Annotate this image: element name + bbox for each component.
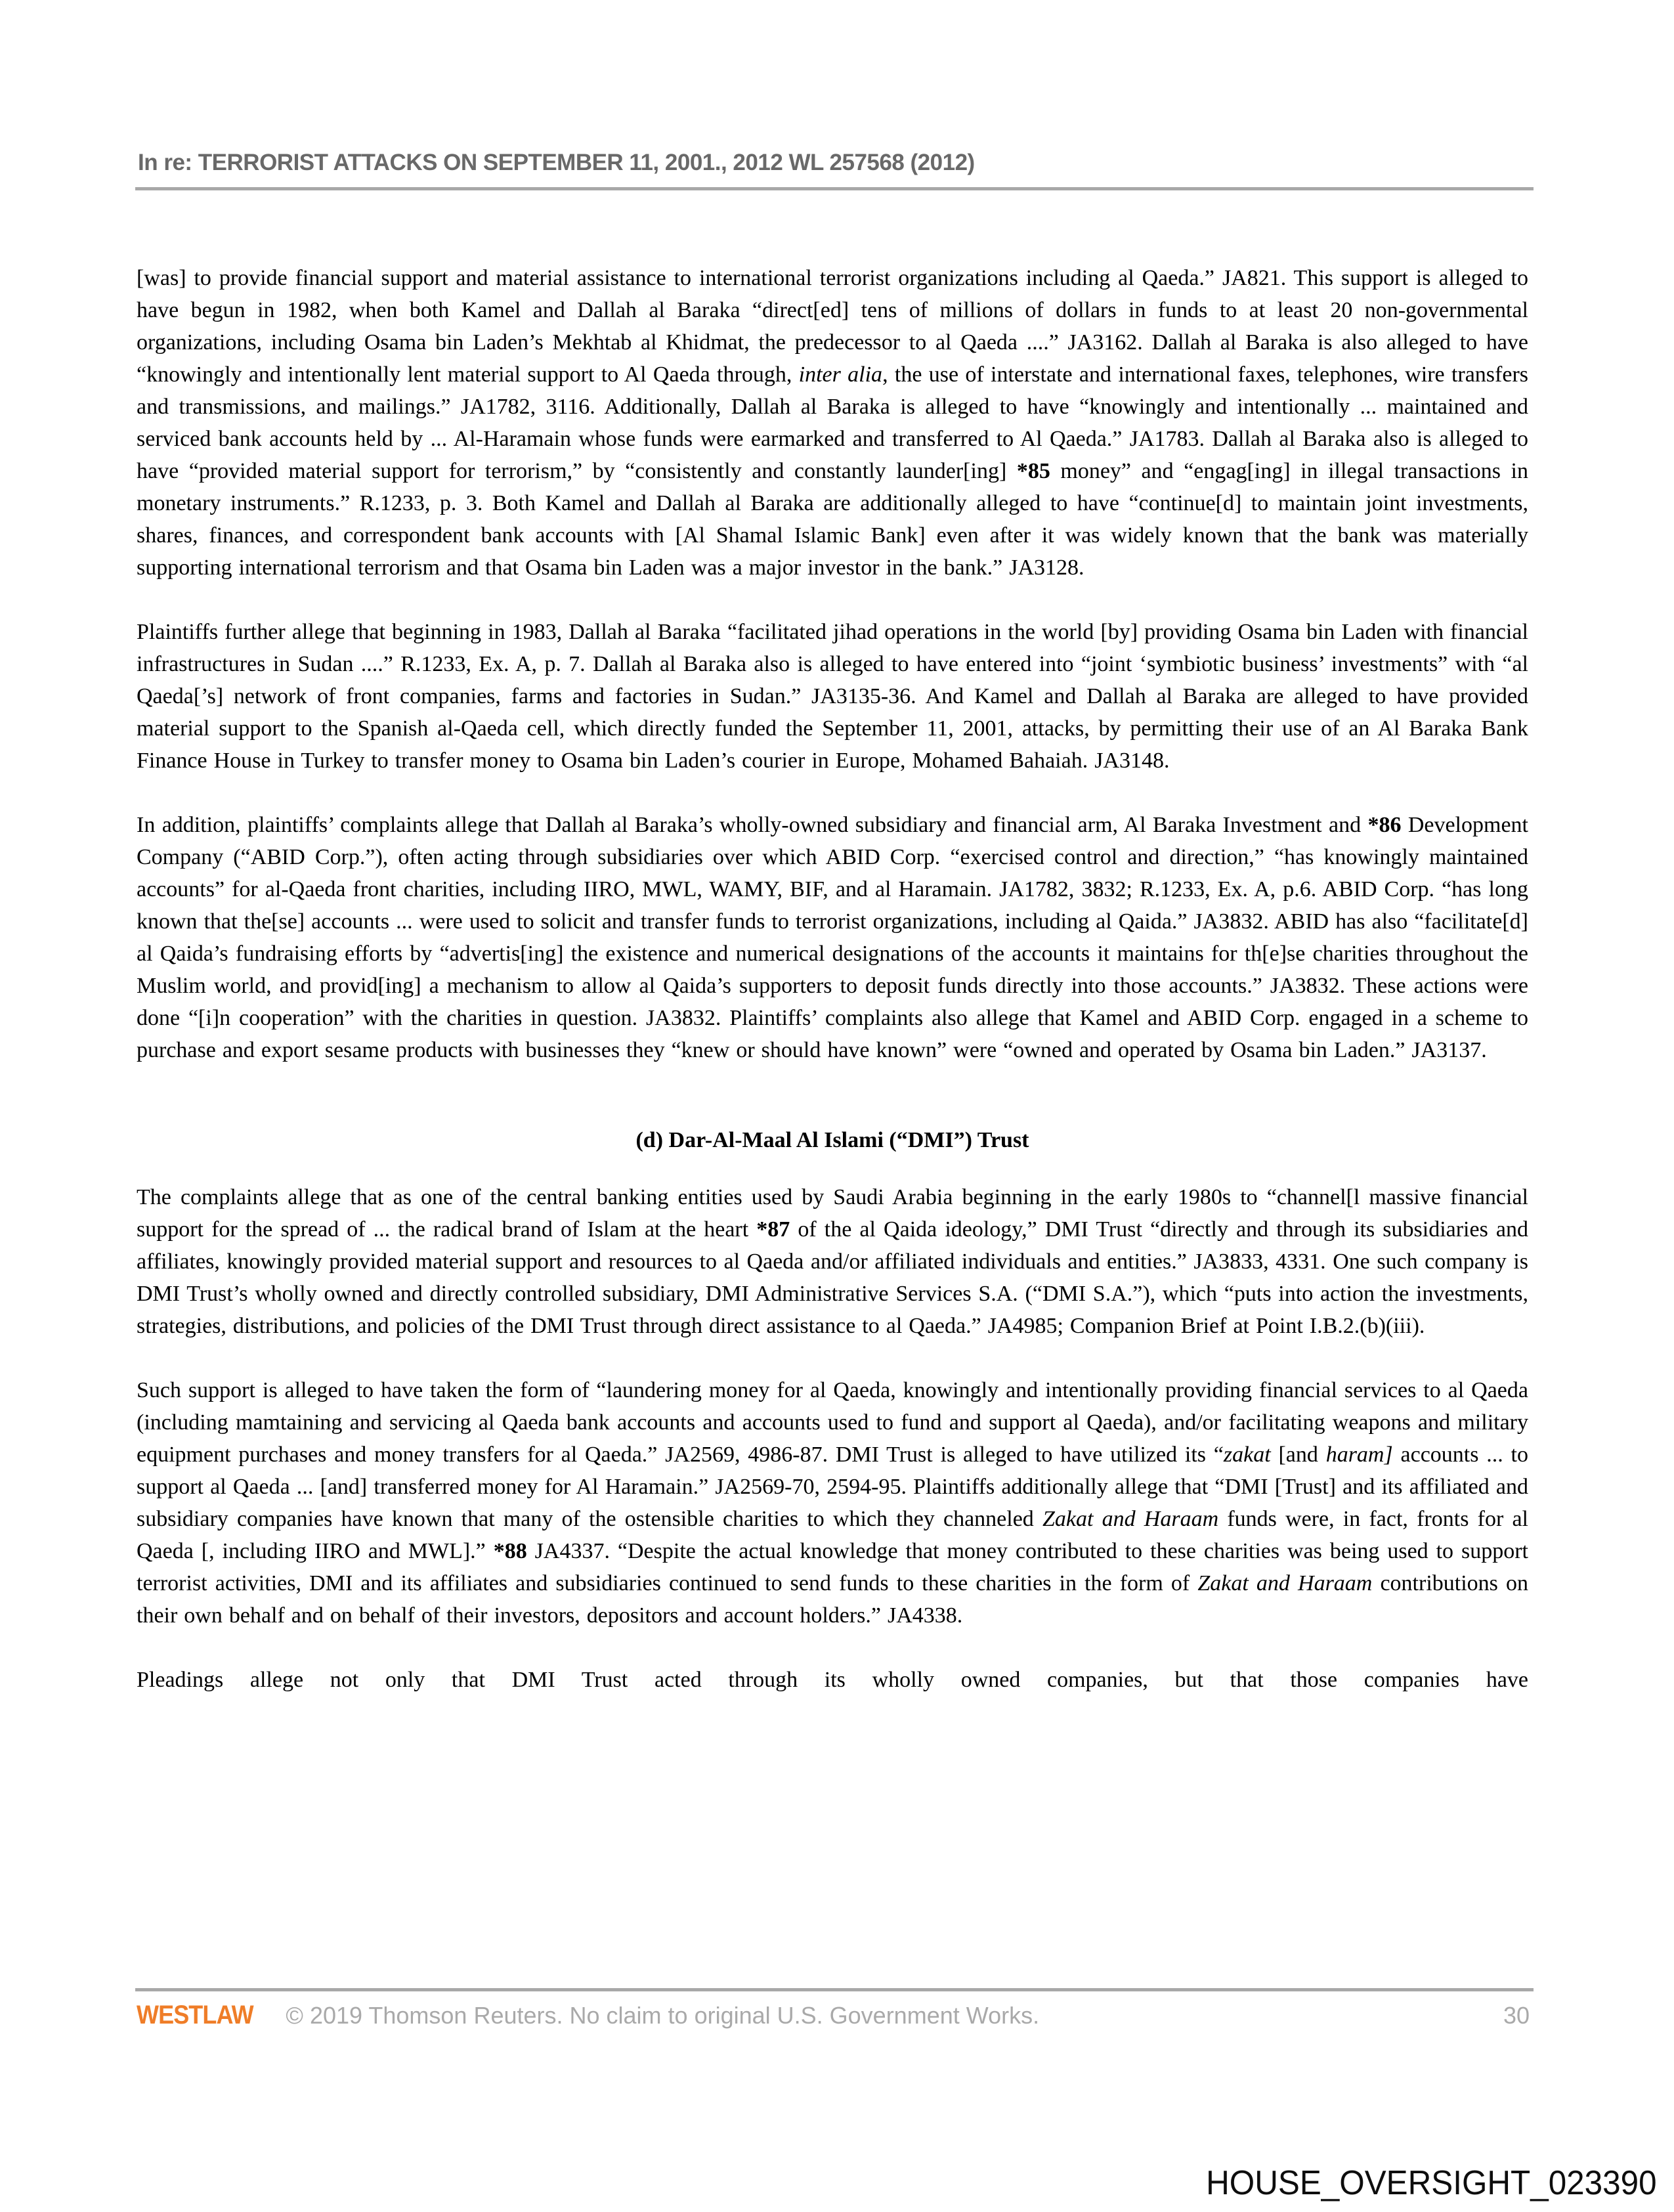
text-run: In addition, plaintiffs’ complaints allege that Dallah al Baraka’s wholly-owned subsidiary and financial arm, Al Baraka Investment and: [137, 813, 1368, 837]
text-run: *85: [1016, 459, 1050, 483]
text-run: *88: [493, 1539, 527, 1563]
text-run: *86: [1367, 813, 1402, 837]
paragraph: [137, 1374, 1528, 1632]
text-run: of the al Qaida ideology,” DMI Trust “directly and through its subsidiaries and affiliates, knowingly provided material support and resources to al Qaeda and/or affiliated individuals and entities.” JA3833, 4331. One such company is DMI Trust’s wholly owned and directly controlled subsidiary, DMI Administrative Services S.A. (“DMI S.A.”), which “puts into action the investments, strategies, distributions, and policies of the DMI Trust through direct assistance to al Qaeda.” JA4985; Companion Brief at Point I.B.2.(b)(iii).: [137, 1217, 1528, 1338]
text-run: [and: [1270, 1442, 1326, 1467]
document-body: [137, 262, 1528, 1728]
text-run: zakat: [1223, 1442, 1271, 1467]
text-run: (d) Dar-Al-Maal Al Islami (“DMI”) Trust: [635, 1128, 1029, 1152]
footer-divider-rule: [135, 1988, 1534, 1991]
text-run: JA4337. “Despite the actual knowledge that money contributed to these charities was being used to support terrorist activities, DMI and its affiliates and subsidiaries continued to send funds to these charities in the form of: [137, 1539, 1528, 1595]
westlaw-logo: WESTLAW: [137, 2001, 253, 2029]
text-run: haram]: [1325, 1442, 1393, 1467]
paragraph: [137, 262, 1528, 584]
text-run: Zakat and Haraam: [1197, 1571, 1373, 1595]
text-run: Such support is alleged to have taken the form of “laundering money for al Qaeda, knowingly and intentionally providing financial services to al Qaeda (including mamtaining and servicing al Qaeda bank accounts and accounts used to fund and support al Qaeda), and/or facilitating weapons and military equipment purchases and money transfers for al Qaeda.” JA2569, 4986-87. DMI Trust is alleged to have utilized its “: [137, 1378, 1528, 1467]
page-number: 30: [1503, 2002, 1530, 2029]
paragraph: [137, 1181, 1528, 1342]
paragraph: [137, 616, 1528, 777]
text-run: Pleadings allege not only that DMI Trust acted through its wholly owned companies, but that those companies have: [137, 1668, 1528, 1692]
text-run: contributions on their own behalf and on behalf of their investors, depositors and account holders.” JA4338.: [137, 1571, 1528, 1628]
text-run: [was] to provide financial support and material assistance to international terrorist organizations including al Qaeda.” JA821. This support is alleged to have begun in 1982, when both Kamel and Dallah al Baraka “direct[ed] tens of millions of dollars in funds to at least 20 non-governmental organizations, including Osama bin Laden’s Mekhtab al Khidmat, the predecessor to al Qaeda ....” JA3162. Dallah al Baraka is also alleged to have “knowingly and intentionally lent material support to Al Qaeda through,: [137, 266, 1528, 387]
text-run: inter alia: [798, 362, 883, 387]
text-run: Zakat and Haraam: [1042, 1507, 1219, 1531]
paragraph: [137, 809, 1528, 1066]
text-run: The complaints allege that as one of the central banking entities used by Saudi Arabia beginning in the early 1980s to “channel[l massive financial support for the spread of ... the radical brand of Islam at the heart: [137, 1185, 1528, 1242]
footer: [137, 2001, 1530, 2030]
text-run: Plaintiffs further allege that beginning in 1983, Dallah al Baraka “facilitated jihad operations in the world [by] providing Osama bin Laden with financial infrastructures in Sudan ....” R.1233, Ex. A, p. 7. Dallah al Baraka also is alleged to have entered into “joint ‘symbiotic business’ investments” with “al Qaeda[’s] network of front companies, farms and factories in Sudan.” JA3135-36. And Kamel and Dallah al Baraka are alleged to have provided material support to the Spanish al-Qaeda cell, which directly funded the September 11, 2001, attacks, by permitting their use of an Al Baraka Bank Finance House in Turkey to transfer money to Osama bin Laden’s courier in Europe, Mohamed Bahaiah. JA3148.: [137, 620, 1528, 773]
paragraph: [137, 1664, 1528, 1696]
text-run: , the use of interstate and international faxes, telephones, wire transfers and transmissions, and mailings.” JA1782, 3116. Additionally, Dallah al Baraka is alleged to have “knowingly and intentionally ... maintained and serviced bank accounts held by ... Al-Haramain whose funds were earmarked and transferred to Al Qaeda.” JA1783. Dallah al Baraka also is alleged to have “provided material support for terrorism,” by “consistently and constantly launder[ing]: [137, 362, 1528, 483]
section-heading: [137, 1124, 1528, 1156]
copyright-notice: © 2019 Thomson Reuters. No claim to original U.S. Government Works.: [286, 2002, 1040, 2029]
bates-stamp: HOUSE_OVERSIGHT_023390: [1206, 2164, 1657, 2202]
text-run: money” and “engag[ing] in illegal transactions in monetary instruments.” R.1233, p. 3. Both Kamel and Dallah al Baraka are additionally alleged to have “continue[d] to maintain joint investments, shares, finances, and correspondent bank accounts with [Al Shamal Islamic Bank] even after it was widely known that the bank was materially supporting international terrorism and that Osama bin Laden was a major investor in the bank.” JA3128.: [137, 459, 1529, 580]
text-run: Development Company (“ABID Corp.”), often acting through subsidiaries over which ABID Corp. “exercised control and direction,” “has knowingly maintained accounts” for al-Qaeda front charities, including IIRO, MWL, WAMY, BIF, and al Haramain. JA1782, 3832; R.1233, Ex. A, p.6. ABID Corp. “has long known that the[se] accounts ... were used to solicit and transfer funds to terrorist organizations, including al Qaida.” JA3832. ABID has also “facilitate[d] al Qaida’s fundraising efforts by “advertis[ing] the existence and numerical designations of the accounts it maintains for th[e]se charities throughout the Muslim world, and provid[ing] a mechanism to allow al Qaida’s supporters to deposit funds directly into those accounts.” JA3832. These actions were done “[i]n cooperation” with the charities in question. JA3832. Plaintiffs’ complaints also allege that Kamel and ABID Corp. engaged in a scheme to purchase and export sesame products with businesses they “knew or should have known” were “owned and operated by Osama bin Laden.” JA3137.: [137, 813, 1528, 1062]
header-divider-rule: [135, 187, 1534, 190]
text-run: funds were, in fact, fronts for al Qaeda [, including IIRO and MWL].”: [137, 1507, 1528, 1563]
text-run: *87: [756, 1217, 790, 1242]
case-citation-header: In re: TERRORIST ATTACKS ON SEPTEMBER 11, 2001., 2012 WL 257568 (2012): [138, 150, 975, 175]
text-run: accounts ... to support al Qaeda ... [and] transferred money for Al Haramain.” JA2569-70, 2594-95. Plaintiffs additionally allege that “DMI [Trust] and its affiliated and subsidiary companies have known that many of the ostensible charities to which they channeled: [137, 1442, 1528, 1531]
